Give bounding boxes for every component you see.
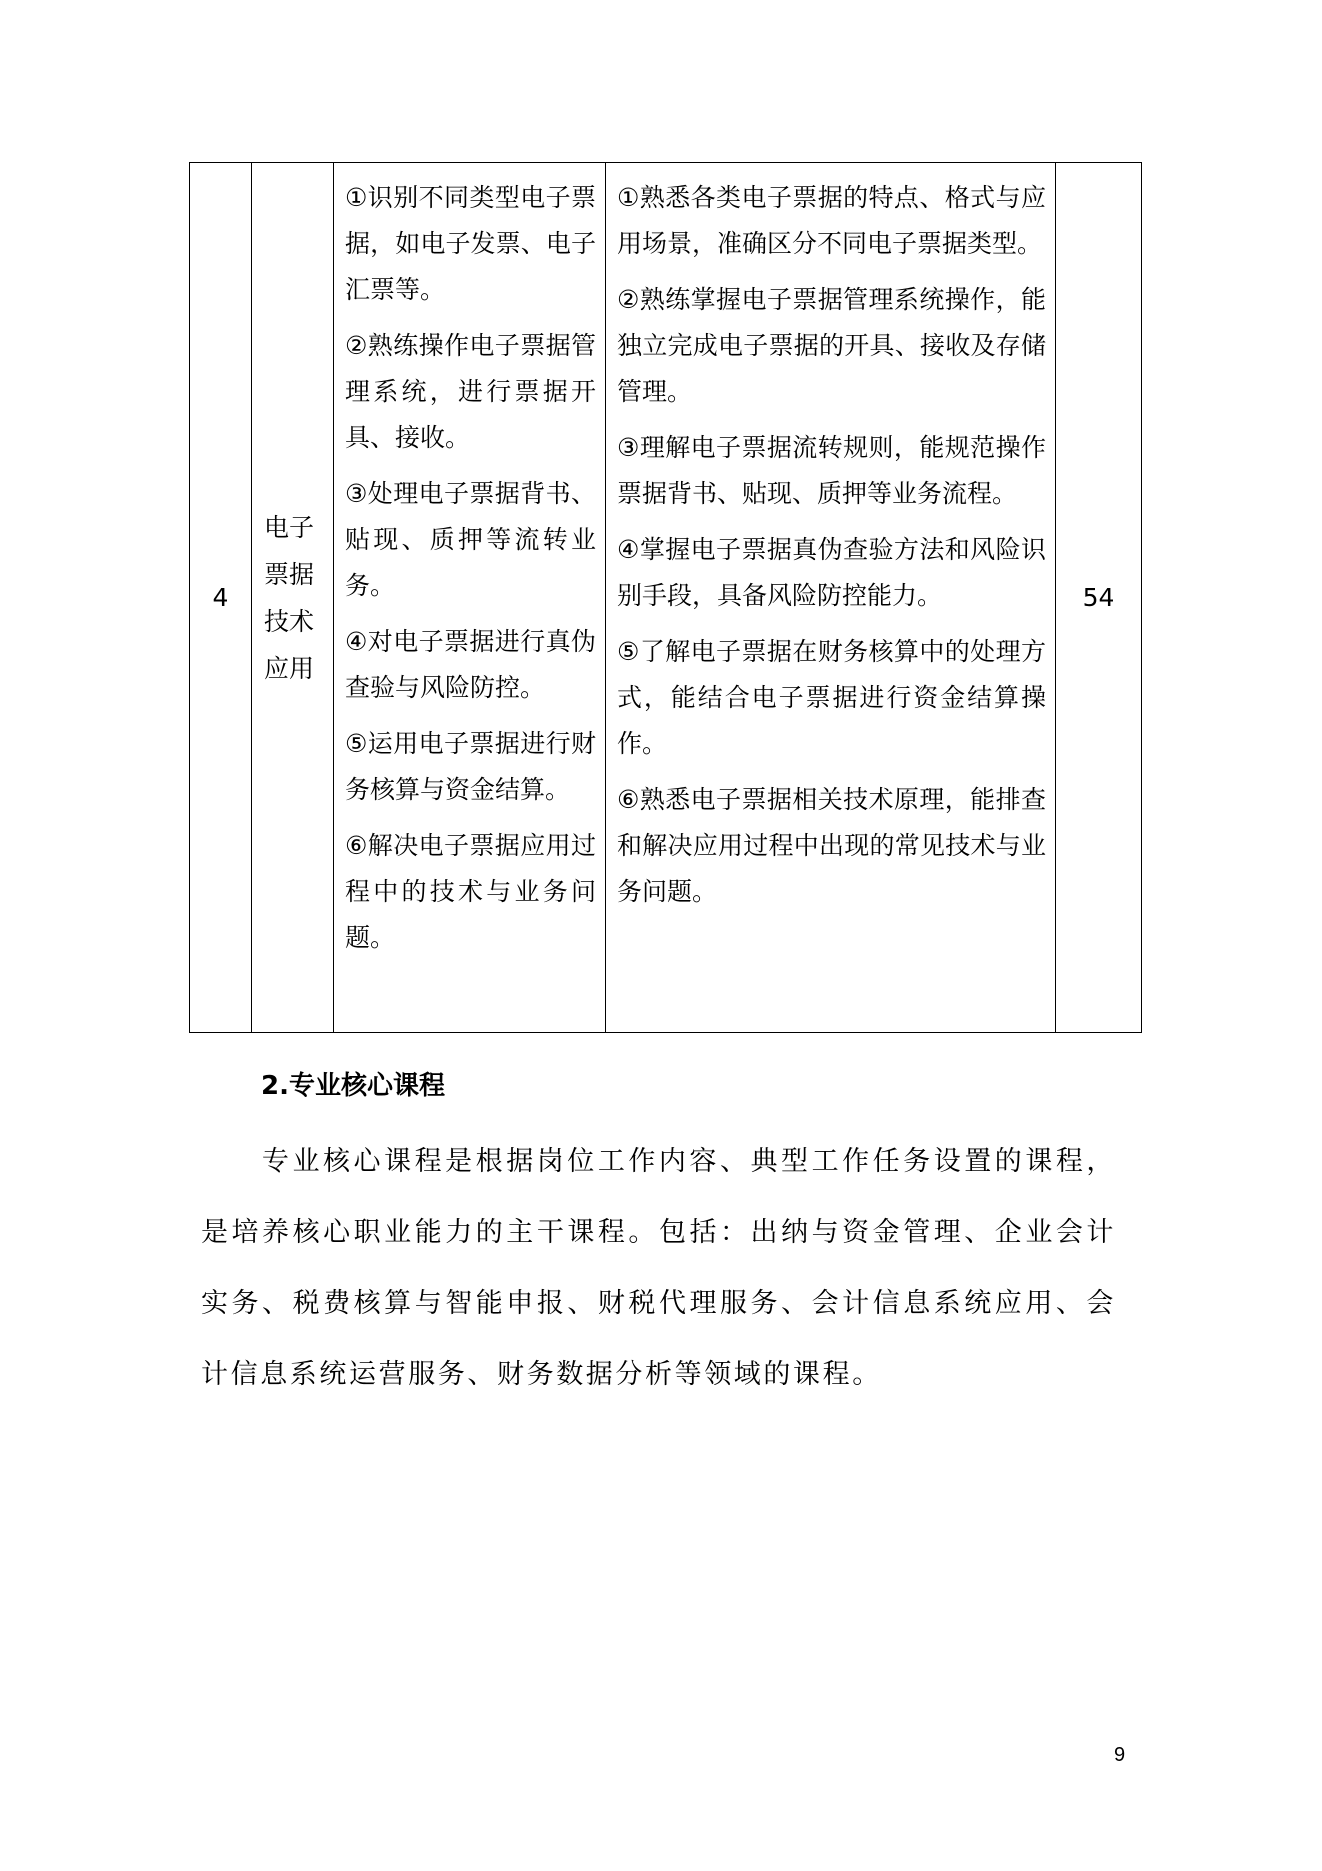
paragraph-text: 专业核心课程是根据岗位工作内容、典型工作任务设置的课程，是培养核心职业能力的主干课程。包括：出纳与资金管理、企业会计实务、税费核算与智能申报、财税代理服务、会计信息系统应用、会计信息系统运营服务、财务数据分析等领域的课程。	[201, 1146, 1116, 1390]
requirement-item: ⑤了解电子票据在财务核算中的处理方式，能结合电子票据进行资金结算操作。	[617, 637, 1046, 758]
requirement-list	[606, 163, 1056, 1033]
course-table	[189, 162, 1142, 1033]
course-name: 电子票据技术应用	[252, 163, 334, 1033]
task-item: ⑥解决电子票据应用过程中的技术与业务问题。	[345, 831, 596, 952]
course-hours: 54	[1056, 163, 1142, 1033]
task-item: ②熟练操作电子票据管理系统，进行票据开具、接收。	[345, 331, 596, 452]
task-list	[334, 163, 606, 1033]
requirement-item: ④掌握电子票据真伪查验方法和风险识别手段，具备风险防控能力。	[617, 535, 1046, 610]
row-number: 4	[190, 163, 252, 1033]
requirement-item: ①熟悉各类电子票据的特点、格式与应用场景，准确区分不同电子票据类型。	[617, 183, 1046, 258]
requirement-item: ⑥熟悉电子票据相关技术原理，能排查和解决应用过程中出现的常见技术与业务问题。	[617, 785, 1046, 906]
section-heading: 2.专业核心课程	[261, 1071, 445, 1101]
requirement-item: ③理解电子票据流转规则，能规范操作票据背书、贴现、质押等业务流程。	[617, 433, 1046, 508]
table-row	[190, 163, 1142, 1033]
task-item: ①识别不同类型电子票据，如电子发票、电子汇票等。	[345, 183, 596, 304]
page-number: 9	[1114, 1744, 1126, 1766]
task-item: ④对电子票据进行真伪查验与风险防控。	[345, 627, 596, 702]
task-item: ③处理电子票据背书、贴现、质押等流转业务。	[345, 479, 596, 600]
section-paragraph	[201, 1126, 1116, 1410]
requirement-item: ②熟练掌握电子票据管理系统操作，能独立完成电子票据的开具、接收及存储管理。	[617, 285, 1046, 406]
task-item: ⑤运用电子票据进行财务核算与资金结算。	[345, 729, 596, 804]
